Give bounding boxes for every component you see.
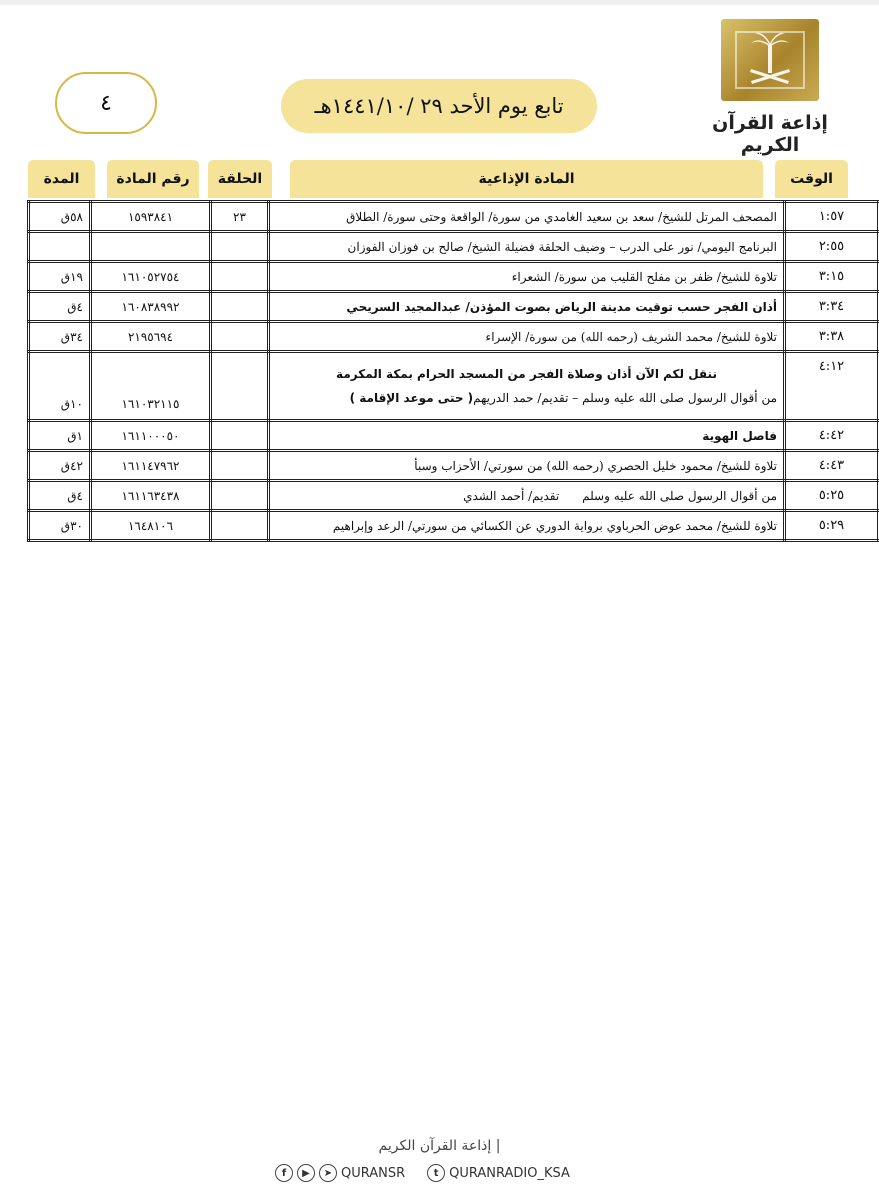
cell-number: ١٥٩٣٨٤١: [91, 202, 211, 232]
cell-duration: ١ق: [29, 421, 91, 451]
handle-quranradio-ksa[interactable]: QURANRADIO_KSA: [449, 1165, 570, 1181]
cell-number: ١٦٠٨٣٨٩٩٢: [91, 292, 211, 322]
cell-time: ٤:٤٣: [785, 451, 879, 481]
table-row: [29, 322, 879, 352]
logo-text: إذاعة القرآن الكريم: [712, 112, 828, 156]
cell-duration: ٤ق: [29, 481, 91, 511]
cell-number: ١٦١١٤٧٩٦٢: [91, 451, 211, 481]
cell-program: [269, 352, 785, 421]
table-row: [29, 232, 879, 262]
youtube-icon[interactable]: ▶: [297, 1164, 315, 1182]
cell-time: ٤:١٢: [785, 352, 879, 421]
handle-quransr[interactable]: QURANSR: [341, 1165, 406, 1181]
header-program: المادة الإذاعية: [290, 160, 763, 198]
table-row: [29, 202, 879, 232]
cell-program: تلاوة للشيخ/ محمود خليل الحصري (رحمه الله) من سورتي/ الأحزاب وسبأ: [269, 451, 785, 481]
cell-episode: [211, 451, 269, 481]
cell-episode: [211, 232, 269, 262]
top-divider: [0, 0, 879, 5]
table-row: [29, 352, 879, 421]
cell-number: [91, 232, 211, 262]
cell-time: ١:٥٧: [785, 202, 879, 232]
cell-duration: ٥٨ق: [29, 202, 91, 232]
cell-episode: [211, 481, 269, 511]
table-row: [29, 511, 879, 541]
table-row: [29, 421, 879, 451]
header-time: الوقت: [775, 160, 848, 198]
cell-time: ٣:٣٨: [785, 322, 879, 352]
cell-time: ٢:٥٥: [785, 232, 879, 262]
telegram-icon[interactable]: ➤: [319, 1164, 337, 1182]
program-note: ( حتى موعد الإقامة ): [349, 391, 474, 405]
cell-time: ٥:٢٩: [785, 511, 879, 541]
cell-number: ١٦١٠٥٢٧٥٤: [91, 262, 211, 292]
cell-episode: [211, 421, 269, 451]
table-row: [29, 481, 879, 511]
cell-number: ١٦١١٦٣٤٣٨: [91, 481, 211, 511]
cell-episode: [211, 292, 269, 322]
header-duration: المدة: [28, 160, 95, 198]
cell-duration: ٣٤ق: [29, 322, 91, 352]
footer-brand: | إذاعة القرآن الكريم: [378, 1138, 501, 1154]
cell-program: البرنامج اليومي/ نور على الدرب – وضيف الحلقة فضيلة الشيخ/ صالح بن فوزان الفوزان: [269, 232, 785, 262]
station-logo: [721, 19, 819, 101]
cell-program: المصحف المرتل للشيخ/ سعد بن سعيد الغامدي من سورة/ الواقعة وحتى سورة/ الطلاق: [269, 202, 785, 232]
table-row: [29, 451, 879, 481]
cell-program: تلاوة للشيخ/ ظفر بن مفلح القليب من سورة/ الشعراء: [269, 262, 785, 292]
cell-time: ٣:١٥: [785, 262, 879, 292]
header-episode: الحلقة: [208, 160, 272, 198]
cell-episode: [211, 322, 269, 352]
cell-time: ٣:٣٤: [785, 292, 879, 322]
cell-number: ١٦٤٨١٠٦: [91, 511, 211, 541]
date-label: تابع يوم الأحد ٢٩ /١٤٤١/١٠هـ: [281, 79, 597, 133]
table-row: [29, 262, 879, 292]
cell-program: من أقوال الرسول صلى الله عليه وسلم تقديم/ أحمد الشدي: [269, 481, 785, 511]
cell-duration: ٣٠ق: [29, 511, 91, 541]
cell-episode: [211, 511, 269, 541]
cell-duration: ٤ق: [29, 292, 91, 322]
cell-number: ٢١٩٥٦٩٤: [91, 322, 211, 352]
twitter-icon[interactable]: t: [427, 1164, 445, 1182]
program-line2: من أقوال الرسول صلى الله عليه وسلم – تقديم/ حمد الدريهم: [473, 391, 777, 405]
program-live-title: ننقل لكم الآن أذان وصلاة الفجر من المسجد الحرام بمكة المكرمة: [336, 367, 717, 381]
schedule-table: [27, 200, 879, 542]
table-row: [29, 292, 879, 322]
header-number: رقم المادة: [107, 160, 199, 198]
cell-time: ٥:٢٥: [785, 481, 879, 511]
cell-program: فاصل الهوية: [269, 421, 785, 451]
social-links: [275, 1164, 570, 1182]
cell-time: ٤:٤٢: [785, 421, 879, 451]
cell-program: تلاوة للشيخ/ محمد عوض الحرباوي برواية الدوري عن الكسائي من سورتي/ الرعد وإبراهيم: [269, 511, 785, 541]
cell-episode: [211, 352, 269, 421]
page-number: ٤: [55, 72, 157, 134]
cell-duration: ١٠ق: [29, 352, 91, 421]
cell-duration: ١٩ق: [29, 262, 91, 292]
cell-number: ١٦١١٠٠٠٥٠: [91, 421, 211, 451]
cell-duration: ٤٢ق: [29, 451, 91, 481]
cell-duration: [29, 232, 91, 262]
cell-number: ١٦١٠٣٢١١٥: [91, 352, 211, 421]
cell-episode: ٢٣: [211, 202, 269, 232]
cell-episode: [211, 262, 269, 292]
cell-program: أذان الفجر حسب توقيت مدينة الرياض بصوت المؤذن/ عبدالمجيد السريحي: [269, 292, 785, 322]
facebook-icon[interactable]: f: [275, 1164, 293, 1182]
cell-program: تلاوة للشيخ/ محمد الشريف (رحمه الله) من سورة/ الإسراء: [269, 322, 785, 352]
